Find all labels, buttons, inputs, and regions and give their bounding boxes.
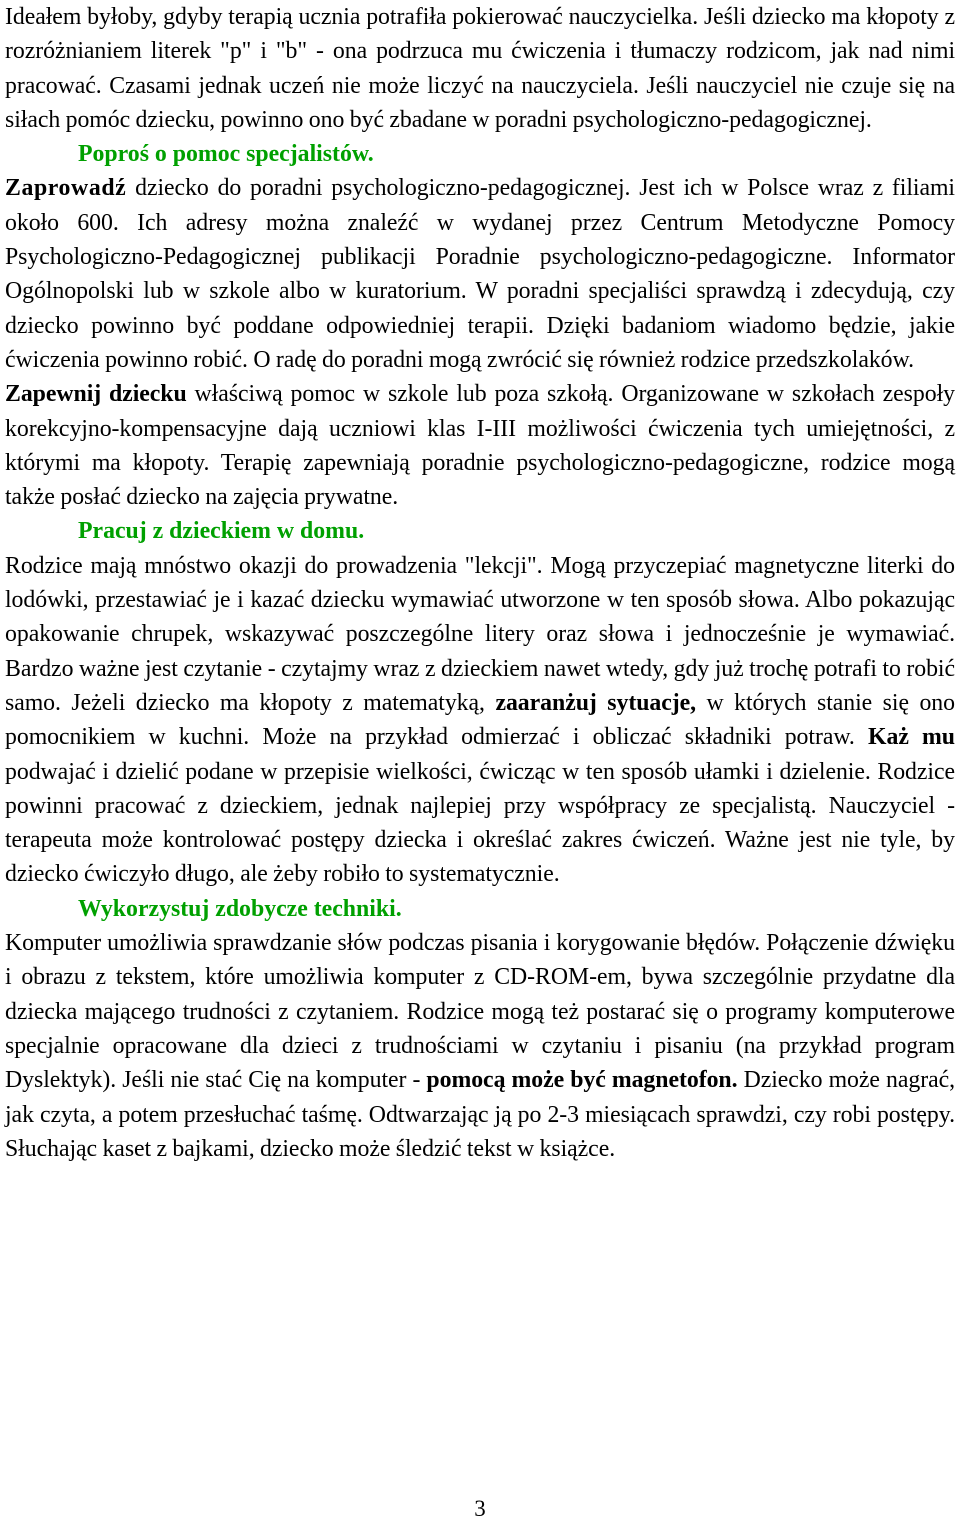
emphasis-text: pomocą może być magnetofon. <box>426 1067 738 1094</box>
emphasis-text: zaaranżuj sytuacje, <box>495 689 697 716</box>
paragraph-intro <box>5 0 955 137</box>
paragraph-text: dziecko do poradni psychologiczno-pedagogicznej. Jest ich w Polsce wraz z filiami około 600. Ich adresy można znaleźć w wydanej przez Centrum Metodyczne Pomocy Psychologiczno-Pedagogicznej publikacji Poradnie psychologiczno-pedagogiczne. Informator Ogólnopolski lub w szkole albo w kuratorium. W poradni specjaliści sprawdzą i zdecydują, czy dziecko powinno być poddane odpowiedniej terapii. Dzięki badaniom wiadomo będzie, jakie ćwiczenia powinno robić. O radę do poradni mogą zwrócić się również rodzice przedszkolaków. <box>5 175 955 373</box>
paragraph-technology <box>5 926 955 1166</box>
paragraph-text: podwajać i dzielić podane w przepisie wielkości, ćwicząc w ten sposób ułamki i dzielenie. Rodzice powinni pracować z dzieckiem, jednak najlepiej przy współpracy ze specjalistą. Nauczyciel - terapeuta może kontrolować postępy dziecka i określać zakres ćwiczeń. Ważne jest nie tyle, by dziecko ćwiczyło długo, ale żeby robiło to systematycznie. <box>5 758 955 888</box>
section-heading-home: Pracuj z dzieckiem w domu. <box>78 518 365 545</box>
emphasis-text: Każ mu <box>868 724 955 751</box>
paragraph-counseling-center <box>5 171 955 377</box>
emphasis-text: Zaprowadź <box>5 175 127 202</box>
paragraph-text: Komputer umożliwia sprawdzanie słów podczas pisania i korygowanie błędów. Połączenie dźwięku i obrazu z tekstem, które umożliwia komputer z CD-ROM-em, bywa szczególnie przydatne dla dziecka mającego trudności z czytaniem. Rodzice mogą też postarać się o programy komputerowe specjalnie opracowane dla dzieci z trudnościami w czytaniu i pisaniu (na przykład program Dyslektyk). Jeśli nie stać Cię na komputer - <box>5 930 955 1094</box>
emphasis-text: Zapewnij dziecku <box>5 381 187 408</box>
section-heading-specialists: Poproś o pomoc specjalistów. <box>78 141 374 168</box>
section-heading-technology: Wykorzystuj zdobycze techniki. <box>78 895 402 922</box>
paragraph-text: Rodzice mają mnóstwo okazji do prowadzenia "lekcji". Mogą przyczepiać magnetyczne literki do lodówki, przestawiać je i kazać dziecku wymawiać utworzone w ten sposób słowa. Albo pokazując opakowanie chrupek, wskazywać poszczególne litery oraz słowa i jednocześnie je wymawiać. Bardzo ważne jest czytanie - czytajmy wraz z dzieckiem nawet wtedy, gdy już trochę potrafi to robić samo. Jeżeli dziecko ma kłopoty z matematyką, <box>5 552 955 716</box>
paragraph-home-work <box>5 549 955 892</box>
page-number: 3 <box>474 1496 486 1521</box>
paragraph-text: właściwą pomoc w szkole lub poza szkołą. Organizowane w szkołach zespoły korekcyjno-kompensacyjne dają uczniowi klas I-III możliwości ćwiczenia tych umiejętności, z którymi ma kłopoty. Terapię zapewniają poradnie psychologiczno-pedagogiczne, rodzice mogą także posłać dziecko na zajęcia prywatne. <box>5 381 955 511</box>
paragraph-text: w których stanie się ono pomocnikiem w kuchni. Może na przykład odmierzać i obliczać składniki potraw. <box>5 689 956 751</box>
paragraph-school-help <box>5 377 955 514</box>
paragraph-text: Ideałem byłoby, gdyby terapią ucznia potrafiła pokierować nauczycielka. Jeśli dziecko ma kłopoty z rozróżnianiem literek "p" i "b" - ona podrzuca mu ćwiczenia i tłumaczy rodzicom, jak nad nimi pracować. Czasami jednak uczeń nie może liczyć na nauczyciela. Jeśli nauczyciel nie czuje się na siłach pomóc dziecku, powinno ono być zbadane w poradni psychologiczno-pedagogicznej. <box>5 4 955 133</box>
paragraph-text: Dziecko może nagrać, jak czyta, a potem przesłuchać taśmę. Odtwarzając ją po 2-3 miesiącach sprawdzi, czy robi postępy. Słuchając kaset z bajkami, dziecko może śledzić tekst w książce. <box>5 1067 955 1162</box>
document-page <box>5 0 955 1166</box>
